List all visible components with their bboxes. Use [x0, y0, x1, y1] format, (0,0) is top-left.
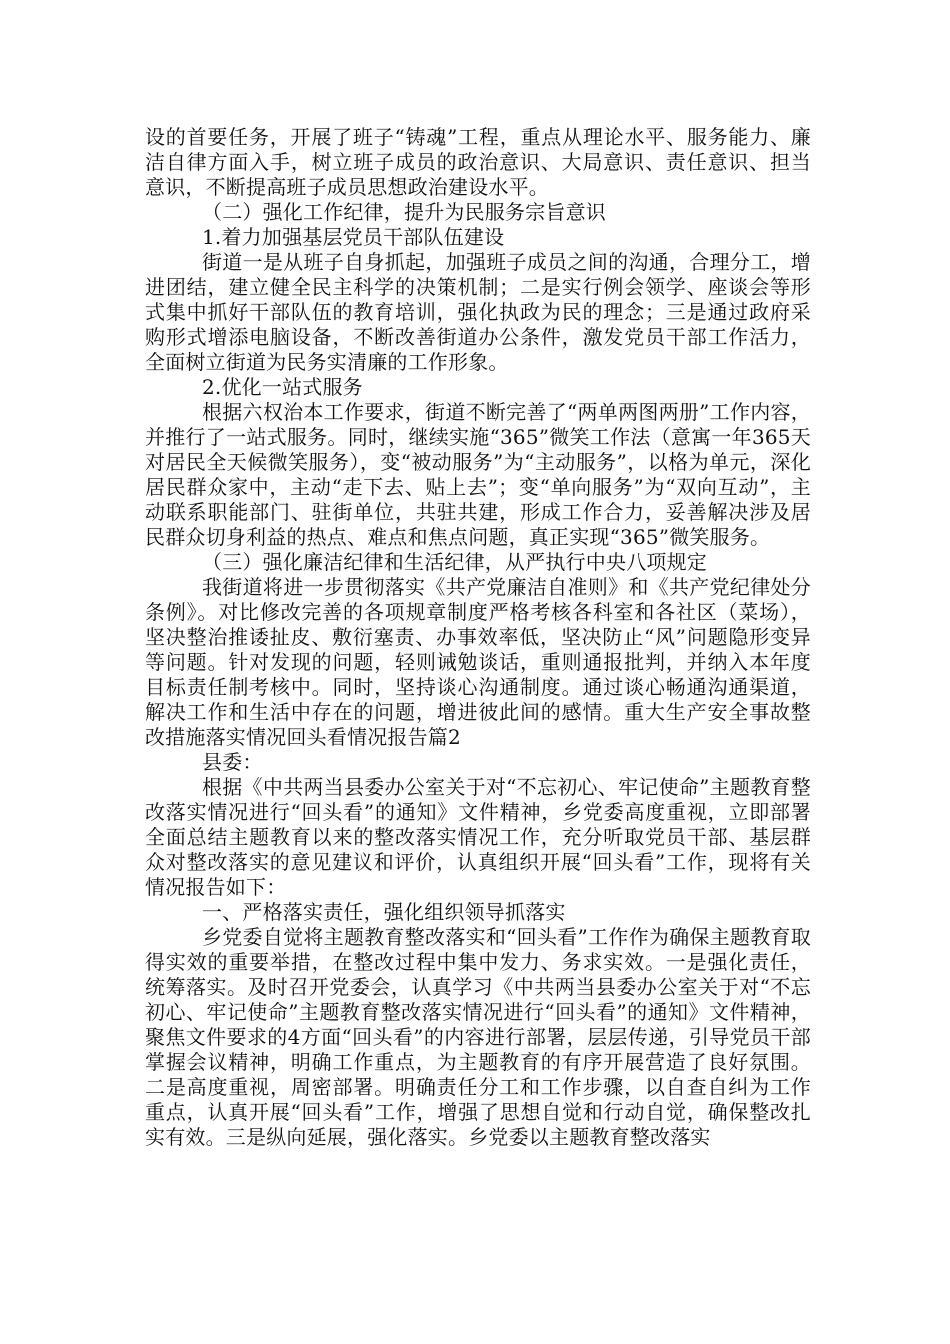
subheading-1: 1.着力加强基层党员干部队伍建设 — [202, 225, 505, 249]
paragraph-discipline: 我街道将进一步贯彻落实《共产党廉洁自准则》和《共产党纪律处分条例》。对比修改完善的各项规章制度严格考核各科室和各社区（菜场），坚决整治推诿扯皮、敷衍塞责、办事效率低，坚决防止“风”问题隐形变异等问题。针对发现的问题，轻则诫勉谈话，重则通报批判，并纳入本年度目标责任制考核中。同时，坚持谈心沟通制度。通过谈心畅通沟通渠道，解决工作和生活中存在的问题，增进彼此间的感情。重大生产安全事故整改措施落实情况回头看情况报告篇2 — [145, 575, 811, 749]
paragraph-cadre-team: 街道一是从班子自身抓起，加强班子成员之间的沟通，合理分工，增进团结，建立健全民主科学的决策机制；二是实行例会领学、座谈会等形式集中抓好干部队伍的教育培训，强化执政为民的理念；三是通过政府采购形式增添电脑设备，不断改善街道办公条件，激发党员干部工作活力，全面树立街道为民务实清廉的工作形象。 — [145, 250, 811, 374]
section-heading-3: （三）强化廉洁纪律和生活纪律，从严执行中央八项规定 — [202, 550, 707, 574]
document-body — [145, 125, 811, 1150]
section-heading-2: （二）强化工作纪律，提升为民服务宗旨意识 — [202, 200, 606, 224]
subheading-2: 2.优化一站式服务 — [202, 375, 363, 399]
paragraph-report-intro: 根据《中共两当县委办公室关于对“不忘初心、牢记使命”主题教育整改落实情况进行“回头看”的通知》文件精神，乡党委高度重视，立即部署全面总结主题教育以来的整改落实情况工作，充分听取党员干部、基层群众对整改落实的意见建议和评价，认真组织开展“回头看”工作，现将有关情况报告如下： — [145, 775, 811, 899]
paragraph-responsibility: 乡党委自觉将主题教育整改落实和“回头看”工作作为确保主题教育取得实效的重要举措，在整改过程中集中发力、务求实效。一是强化责任，统筹落实。及时召开党委会，认真学习《中共两当县委办公室关于对“不忘初心、牢记使命”主题教育整改落实情况进行“回头看”的通知》文件精神，聚焦文件要求的4方面“回头看”的内容进行部署，层层传递，引导党员干部掌握会议精神，明确工作重点，为主题教育的有序开展营造了良好氛围。二是高度重视，周密部署。明确责任分工和工作步骤，以自查自纠为工作重点，认真开展“回头看”工作，增强了思想自觉和行动自觉，确保整改扎实有效。三是纵向延展，强化落实。乡党委以主题教育整改落实 — [145, 925, 811, 1149]
paragraph-one-stop-service: 根据六权治本工作要求，街道不断完善了“两单两图两册”工作内容，并推行了一站式服务。同时，继续实施“365”微笑工作法（意寓一年365天对居民全天候微笑服务），变“被动服务”为“主动服务”，以格为单元，深化居民群众家中，主动“走下去、贴上去”；变“单向服务”为“双向互动”，主动联系职能部门、驻街单位，共驻共建，形成工作合力，妥善解决涉及居民群众切身利益的热点、难点和焦点问题，真正实现“365”微笑服务。 — [145, 400, 811, 549]
paragraph-continuation: 设的首要任务，开展了班子“铸魂”工程，重点从理论水平、服务能力、廉洁自律方面入手，树立班子成员的政治意识、大局意识、责任意识、担当意识，不断提高班子成员思想政治建设水平。 — [145, 125, 811, 199]
salutation: 县委： — [202, 750, 263, 774]
section-heading-one: 一、严格落实责任，强化组织领导抓落实 — [202, 900, 566, 924]
